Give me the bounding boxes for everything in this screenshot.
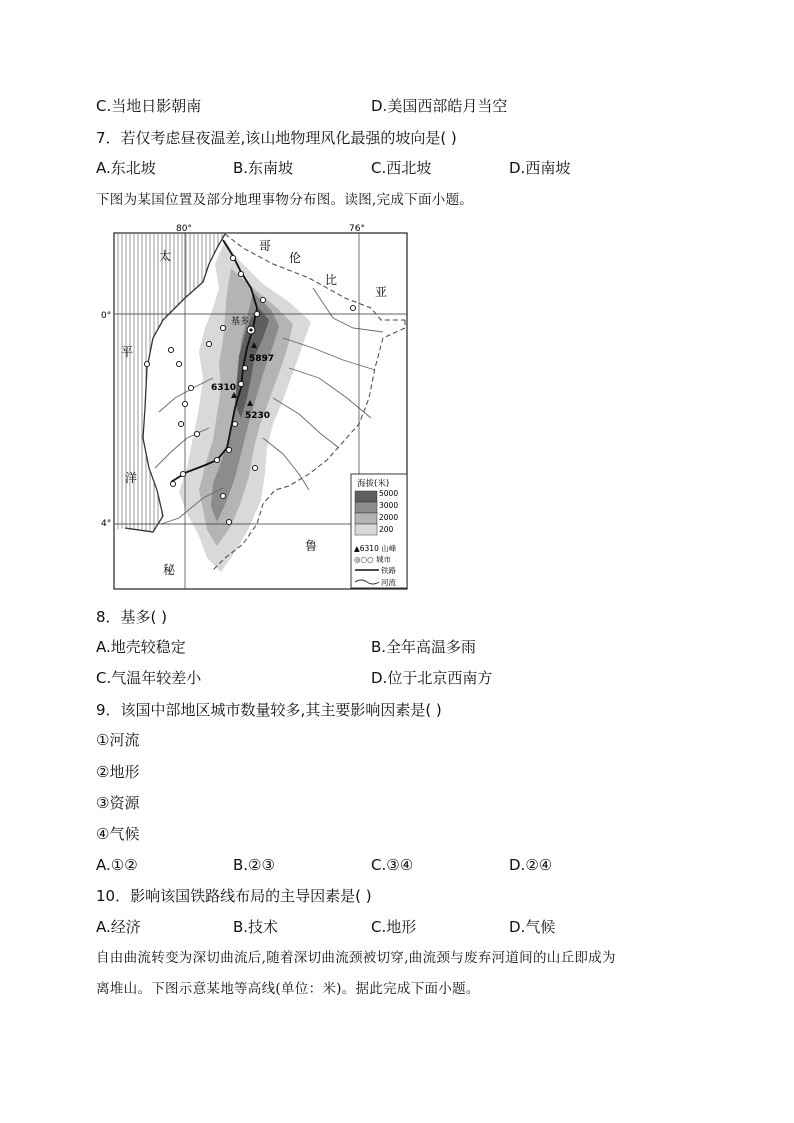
lon-label-76: 76° [349,224,365,234]
q7-option-d: D.西南坡 [509,159,571,177]
q8-option-b: B.全年高温多雨 [371,638,477,656]
label-ya: 亚 [375,285,388,299]
q10-option-c: C.地形 [371,918,417,936]
lat-label-4: 4° [101,519,112,529]
q7-stem: 7．若仅考虑昼夜温差,该山地物理风化最强的坡向是( ) [96,129,457,147]
q9-stem: 9．该国中部地区城市数量较多,其主要影响因素是( ) [96,701,442,719]
q6-option-d: D.美国西部皓月当空 [371,97,508,115]
q8-option-d: D.位于北京西南方 [371,669,493,687]
q8-option-a: A.地壳较稳定 [96,638,186,656]
label-lun: 伦 [289,251,302,265]
legend-title: 海拔(米) [357,479,390,489]
q10-option-d: D.气候 [509,918,556,936]
q9-option-b: B.②③ [233,856,275,874]
legend-peak: ▲6310 山峰 [354,544,397,553]
q10-stem: 10．影响该国铁路线布局的主导因素是( ) [96,887,372,905]
q7-option-b: B.东南坡 [233,159,294,177]
legend-level-200: 200 [379,525,394,534]
intro-meander-line2: 离堆山。下图示意某地等高线(单位：米)。据此完成下面小题。 [96,981,480,997]
q10-option-b: B.技术 [233,918,279,936]
label-yang: 洋 [125,471,138,485]
ecuador-map [101,224,409,592]
legend-level-2000: 2000 [379,513,399,522]
q9-option-a: A.①② [96,856,138,874]
lat-label-0: 0° [101,311,112,321]
map-legend [351,474,407,588]
label-lu: 鲁 [305,539,318,553]
q7-option-c: C.西北坡 [371,159,432,177]
legend-city: ◎○○ 城市 [354,555,392,564]
legend-railway: 铁路 [381,566,396,575]
intro-map: 下图为某国位置及部分地理事物分布图。读图,完成下面小题。 [96,192,474,208]
q6-option-c: C.当地日影朝南 [96,97,202,115]
q8-option-c: C.气温年较差小 [96,669,202,687]
q9-item-1: ①河流 [96,731,140,749]
label-bi-peru: 秘 [163,563,176,577]
q9-option-c: C.③④ [371,856,414,874]
q9-item-2: ②地形 [96,763,140,781]
label-ge: 哥 [259,239,272,253]
label-bi: 比 [325,273,338,287]
peak-5230: 5230 [245,411,271,421]
q7-option-a: A.东北坡 [96,159,156,177]
q9-option-d: D.②④ [509,856,553,874]
label-tai: 太 [159,249,172,263]
lon-label-80: 80° [176,224,192,234]
peak-5897: 5897 [249,354,275,364]
peak-6310: 6310 [211,383,237,393]
legend-level-3000: 3000 [379,501,399,510]
q8-stem: 8．基多( ) [96,608,168,626]
label-ping: 平 [121,345,134,359]
q10-option-a: A.经济 [96,918,141,936]
q9-item-4: ④气候 [96,825,140,843]
legend-level-5000: 5000 [379,489,399,498]
legend-river: 河流 [381,578,396,587]
q9-item-3: ③资源 [96,794,140,812]
intro-meander-line1: 自由曲流转变为深切曲流后,随着深切曲流颈被切穿,曲流颈与废弃河道间的山丘即成为 [96,950,616,966]
city-label-quito: 基多 [231,317,250,327]
